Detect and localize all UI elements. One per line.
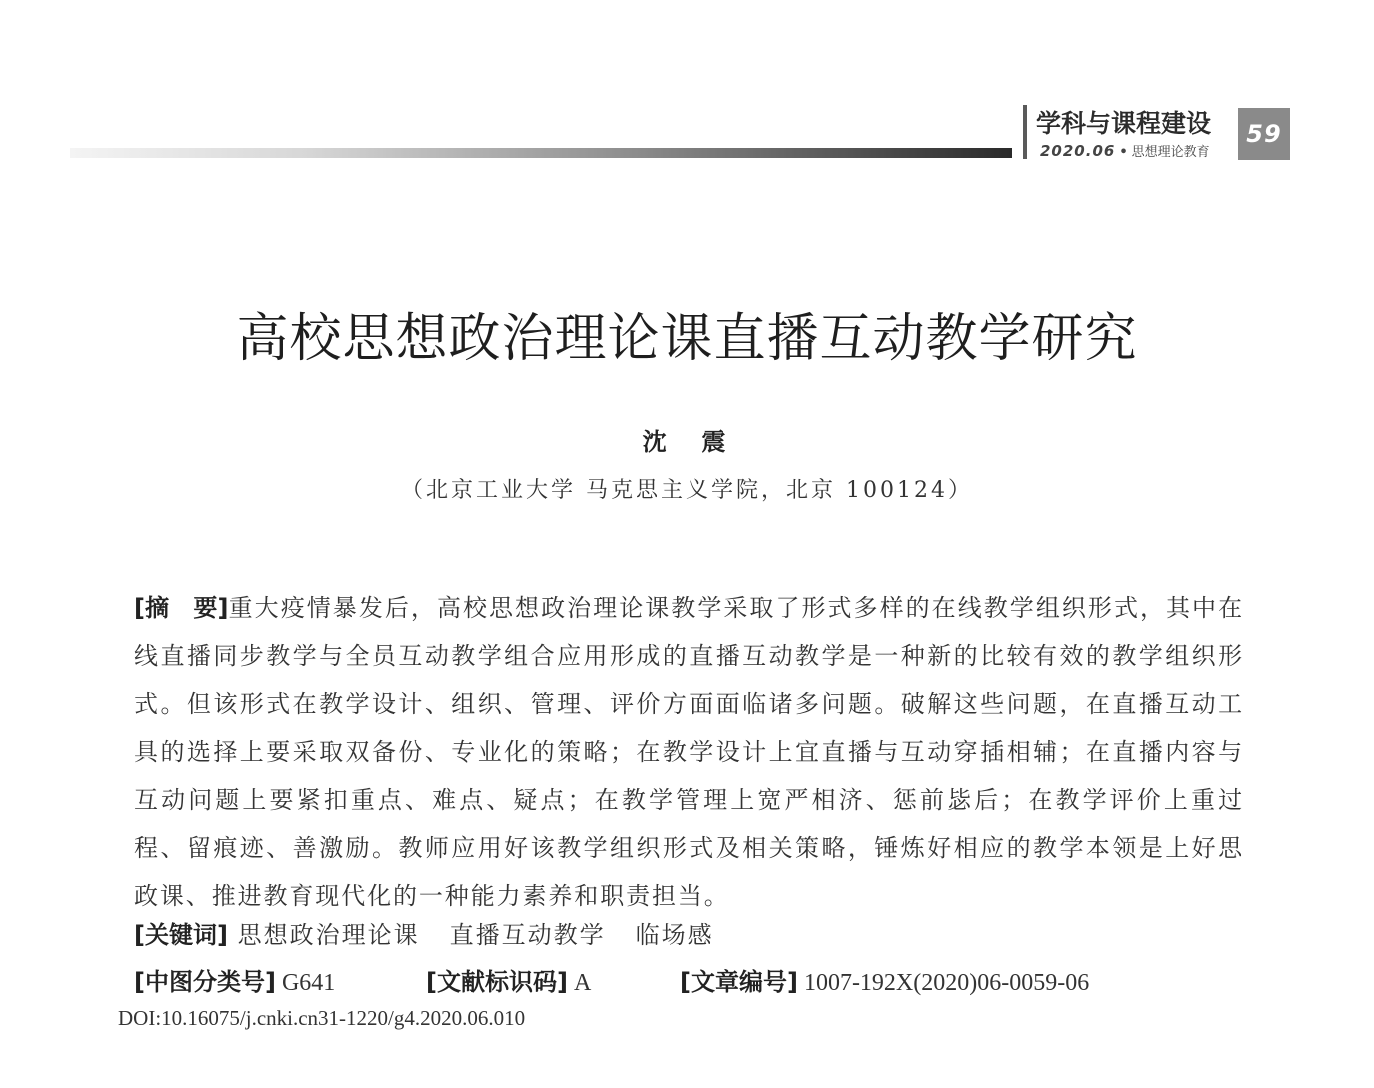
article-title: 高校思想政治理论课直播互动教学研究	[236, 309, 1138, 369]
clc-value: G641	[281, 970, 336, 996]
classification-line	[134, 958, 1264, 1007]
abstract-text: 重大疫情暴发后，高校思想政治理论课教学采取了形式多样的在线教学组织形式，其中在线直播同步教学与全员互动教学组合应用形成的直播互动教学是一种新的比较有效的教学组织形式。但该形式在教学设计、组织、管理、评价方面面临诸多问题。破解这些问题，在直播互动工具的选择上要采取双备份、专业化的策略；在教学设计上宜直播与互动穿插相辅；在直播内容与互动问题上要紧扣重点、难点、疑点；在教学管理上宽严相济、惩前毖后；在教学评价上重过程、留痕迹、善激励。教师应用好该教学组织形式及相关策略，锤炼好相应的教学本领是上好思政课、推进教育现代化的一种能力素养和职责担当。	[134, 594, 1244, 910]
article-no-value: 1007-192X(2020)06-0059-06	[803, 970, 1090, 996]
keywords	[134, 911, 714, 959]
header-gradient-bar	[70, 148, 1012, 158]
issue-line	[1040, 141, 1210, 160]
page-number: 59	[1238, 108, 1290, 160]
section-name: 学科与课程建设	[1036, 109, 1212, 138]
author-affiliation: （北京工业大学 马克思主义学院，北京 100124）	[401, 478, 973, 503]
doc-code-value: A	[573, 970, 592, 996]
header-divider	[1023, 105, 1027, 159]
journal-name: 思想理论教育	[1131, 145, 1210, 160]
doc-code-label: [文献标识码]	[426, 968, 568, 996]
issue-separator: •	[1119, 145, 1128, 160]
issue-number: 2020.06	[1040, 142, 1116, 160]
article-no-label: [文章编号]	[680, 968, 798, 996]
keyword-item: 直播互动教学	[449, 921, 606, 949]
clc-label: [中图分类号]	[134, 968, 276, 996]
clc-field	[134, 958, 335, 1007]
doi: DOI:10.16075/j.cnki.cn31-1220/g4.2020.06.010	[118, 1006, 526, 1030]
keyword-item: 思想政治理论课	[237, 921, 420, 949]
article-no-field	[680, 958, 1089, 1007]
abstract	[134, 584, 1244, 920]
keyword-item: 临场感	[635, 921, 714, 949]
abstract-label: [摘 要]	[134, 594, 229, 622]
author-name: 沈 震	[642, 428, 732, 456]
keywords-label: [关键词]	[134, 921, 228, 949]
doc-code-field	[426, 958, 591, 1007]
